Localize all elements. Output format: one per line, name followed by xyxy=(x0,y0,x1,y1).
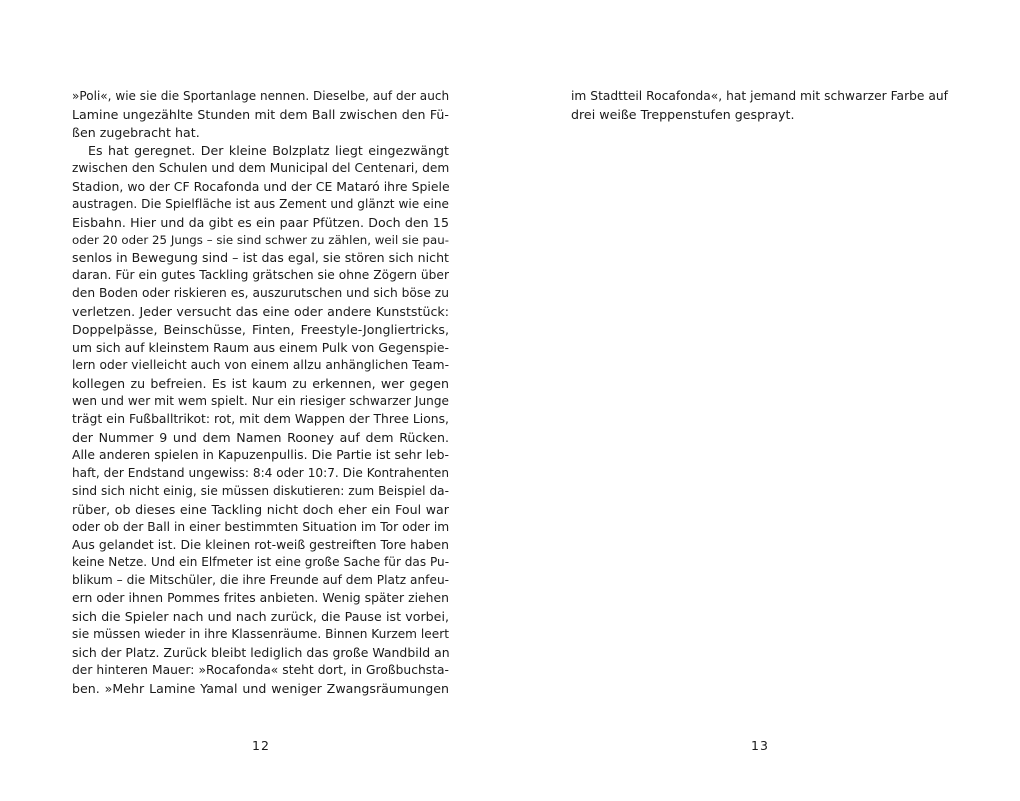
text-line: den Boden oder riskieren es, auszurutschen und sich böse zu xyxy=(72,286,449,301)
text-line: oder ob der Ball in einer bestimmten Situation im Tor oder im xyxy=(72,519,450,534)
right-page-body xyxy=(571,88,948,124)
text-line: wen und wer mit wem spielt. Nur ein riesiger schwarzer Junge xyxy=(72,393,449,408)
text-line: Doppelpässe, Beinschüsse, Finten, Freestyle-Jongliertricks, xyxy=(72,322,449,338)
text-line: der hinteren Mauer: »Rocafonda« steht dort, in Großbuchsta- xyxy=(72,663,449,677)
text-line: um sich auf kleinstem Raum aus einem Pulk von Gegenspie- xyxy=(72,340,449,356)
text-line: sich der Platz. Zurück bleibt lediglich das große Wandbild an xyxy=(72,645,450,661)
text-line: Es hat geregnet. Der kleine Bolzplatz liegt eingezwängt xyxy=(88,142,449,158)
text-line: Aus gelandet ist. Die kleinen rot-weiß gestreiften Tore haben xyxy=(72,537,449,553)
text-line: austragen. Die Spielfläche ist aus Zement und glänzt wie eine xyxy=(72,196,449,211)
text-line: im Stadtteil Rocafonda«, hat jemand mit schwarzer Farbe auf xyxy=(571,89,948,103)
text-line: blikum – die Mitschüler, die ihre Freunde auf dem Platz anfeu- xyxy=(72,573,450,588)
text-line: rüber, ob dieses eine Tackling nicht doch eher ein Foul war xyxy=(72,501,449,517)
text-line: der Nummer 9 und dem Namen Rooney auf dem Rücken. xyxy=(72,429,449,445)
text-line: Stadion, wo der CF Rocafonda und der CE Mataró ihre Spiele xyxy=(72,178,450,194)
text-line: lern oder vielleicht auch von einem allzu anhänglichen Team- xyxy=(72,358,449,373)
text-line: sich die Spieler nach und nach zurück, die Pause ist vorbei, xyxy=(72,609,449,625)
text-line: drei weiße Treppenstufen gesprayt. xyxy=(571,106,795,122)
text-line: sind sich nicht einig, sie müssen diskutieren: zum Beispiel da- xyxy=(72,483,449,498)
text-line: verletzen. Jeder versucht das eine oder andere Kunststück: xyxy=(72,304,449,320)
text-line: »Poli«, wie sie die Sportanlage nennen. Dieselbe, auf der auch xyxy=(72,89,450,103)
text-line: Eisbahn. Hier und da gibt es ein paar Pfützen. Doch den 15 xyxy=(72,214,449,230)
text-line: senlos in Bewegung sind – ist das egal, sie stören sich nicht xyxy=(72,250,449,266)
text-line: zwischen den Schulen und dem Municipal del Centenari, dem xyxy=(72,160,450,175)
text-line: daran. Für ein gutes Tackling grätschen sie ohne Zögern über xyxy=(72,268,449,283)
text-line: ben. »Mehr Lamine Yamal und weniger Zwangsräumungen xyxy=(72,680,449,696)
text-line: ern oder ihnen Pommes frites anbieten. Wenig später ziehen xyxy=(72,591,449,606)
text-line: Alle anderen spielen in Kapuzenpullis. Die Partie ist sehr leb- xyxy=(72,447,449,462)
text-line: keine Netze. Und ein Elfmeter ist eine große Sache für das Pu- xyxy=(72,555,450,570)
text-line: sie müssen wieder in ihre Klassenräume. Binnen Kurzem leert xyxy=(72,627,449,642)
left-page-body xyxy=(72,88,449,698)
text-line: ßen zugebracht hat. xyxy=(72,124,200,140)
text-line: trägt ein Fußballtrikot: rot, mit dem Wappen der Three Lions, xyxy=(72,411,449,426)
text-line: kollegen zu befreien. Es ist kaum zu erkennen, wer gegen xyxy=(72,376,449,391)
text-line: Lamine ungezählte Stunden mit dem Ball zwischen den Fü- xyxy=(72,106,449,122)
right-page xyxy=(510,0,1020,801)
text-line: haft, der Endstand ungewiss: 8:4 oder 10:7. Die Kontrahenten xyxy=(72,465,449,480)
page-number: 13 xyxy=(751,738,769,753)
page-number: 12 xyxy=(252,738,270,753)
text-line: oder 20 oder 25 Jungs – sie sind schwer zu zählen, weil sie pau- xyxy=(72,232,450,247)
